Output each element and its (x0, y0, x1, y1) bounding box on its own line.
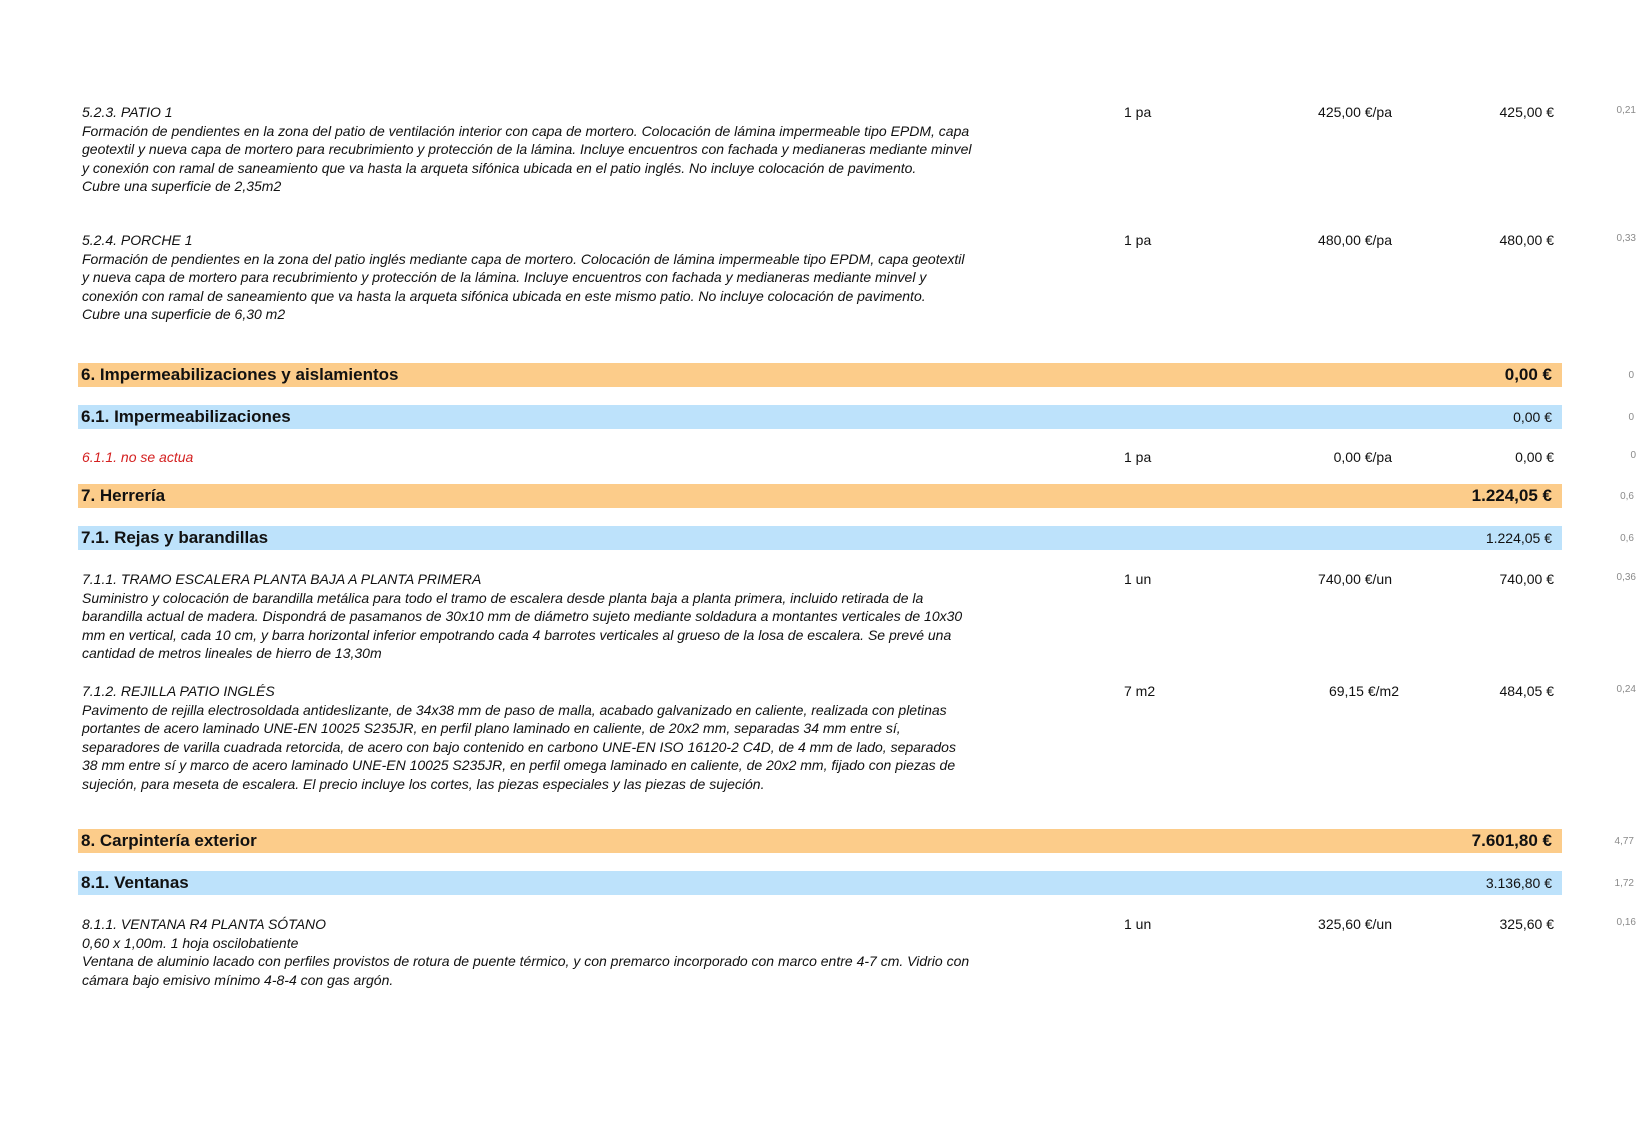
item-quantity: 7 m2 (1124, 683, 1156, 699)
description-line: cantidad de metros lineales de hierro de 13,30m (82, 645, 382, 661)
subchapter-percentage: 0 (1628, 412, 1634, 423)
description-line: portantes de acero laminado UNE-EN 10025 S235JR, en perfil plano laminado en caliente, de 20x2 mm, separadas 34 mm entre sí, (82, 720, 901, 736)
item-description (82, 682, 1032, 793)
item-code: 5.2.3. PATIO 1 (82, 104, 173, 120)
subchapter-bar-ventanas (78, 871, 1634, 895)
description-line: barandilla actual de madera. Dispondrá de pasamanos de 30x10 mm de diámetro sujeto mediante soldadura a montantes verticales de 10x30 (82, 608, 963, 624)
item-quantity: 1 un (1124, 916, 1152, 932)
item-percentage: 0,16 (1616, 917, 1636, 928)
item-unit-price: 740,00 €/un (1318, 571, 1392, 587)
description-line: Formación de pendientes en la zona del patio de ventilación interior con capa de mortero. Colocación de lámina impermeable tipo EPDM, capa (82, 122, 970, 139)
description-line: y conexión con ramal de saneamiento que va hasta la arqueta sifónica ubicada en el patio inglés. No incluye colocación de pavimento. (82, 159, 917, 176)
item-code: 5.2.4. PORCHE 1 (82, 232, 193, 248)
item-total: 484,05 € (1499, 683, 1554, 699)
item-code: 7.1.2. REJILLA PATIO INGLÉS (82, 683, 275, 699)
item-description (82, 570, 1032, 663)
item-description (82, 915, 1032, 989)
item-quantity: 1 pa (1124, 232, 1152, 248)
budget-item-no-se-actua (82, 448, 1636, 467)
subchapter-amount: 1.224,05 € (1485, 530, 1552, 546)
item-quantity: 1 pa (1124, 104, 1152, 120)
description-line: separadores de varilla cuadrada retorcida, de acero con bajo contenido en carbono UNE-EN ISO 16120-2 C4D, de 4 mm de lado, separados (82, 738, 956, 755)
item-quantity: 1 un (1124, 571, 1152, 587)
item-code: 6.1.1. no se actua (82, 449, 194, 465)
subchapter-bar-rejas-barandillas (78, 526, 1634, 550)
chapter-amount: 1.224,05 € (1471, 486, 1552, 505)
budget-item-rejilla-patio-ingles (82, 682, 1636, 793)
subchapter-bar-impermeabilizaciones (78, 405, 1634, 429)
description-line: Formación de pendientes en la zona del patio inglés mediante capa de mortero. Colocación de lámina impermeable tipo EPDM, capa geotextil (82, 250, 965, 267)
description-line: mm en vertical, cada 10 cm, y barra horizontal inferior empotrando cada 4 barrotes verticales al grueso de la losa de escalera. Se prevé una (82, 626, 952, 643)
item-percentage: 0 (1630, 450, 1636, 461)
chapter-amount: 7.601,80 € (1471, 831, 1552, 850)
item-percentage: 0,33 (1616, 233, 1636, 244)
item-code: 8.1.1. VENTANA R4 PLANTA SÓTANO (82, 916, 327, 932)
description-line: geotextil y nueva capa de mortero para recubrimiento y protección de la lámina. Incluye encuentros con fachada y medianeras mediante minvel (82, 141, 972, 157)
chapter-amount: 0,00 € (1504, 365, 1552, 384)
item-total: 425,00 € (1499, 104, 1554, 120)
chapter-bar-impermeabilizaciones-aislamientos (78, 363, 1634, 387)
description-line: y nueva capa de mortero para recubrimiento y protección de la lámina. Incluye encuentros con fachada y medianeras mediante minvel y (82, 269, 927, 285)
chapter-title: 7. Herrería (81, 486, 166, 505)
subchapter-title: 6.1. Impermeabilizaciones (81, 407, 291, 426)
chapter-percentage: 0,6 (1620, 491, 1634, 502)
description-line: Cubre una superficie de 2,35m2 (82, 178, 282, 194)
description-line: cámara bajo emisivo mínimo 4-8-4 con gas argón. (82, 971, 394, 988)
item-percentage: 0,24 (1616, 684, 1636, 695)
budget-item-porche-1 (82, 231, 1636, 324)
item-total: 740,00 € (1499, 571, 1554, 587)
description-line: sujeción, para meseta de escalera. El precio incluye los cortes, las piezas especiales y las piezas de sujeción. (82, 775, 765, 792)
description-line: conexión con ramal de saneamiento que va hasta la arqueta sifónica ubicada en este mismo patio. No incluye colocación de pavimento. (82, 287, 926, 304)
item-unit-price: 0,00 €/pa (1333, 449, 1392, 465)
chapter-bar-herreria (78, 484, 1634, 508)
chapter-percentage: 0 (1628, 370, 1634, 381)
item-percentage: 0,36 (1616, 572, 1636, 583)
item-percentage: 0,21 (1616, 105, 1636, 116)
subchapter-title: 7.1. Rejas y barandillas (81, 528, 269, 547)
subchapter-title: 8.1. Ventanas (81, 873, 189, 892)
item-total: 0,00 € (1515, 449, 1554, 465)
budget-item-ventana-r4 (82, 915, 1636, 989)
subchapter-percentage: 0,6 (1620, 533, 1634, 544)
item-unit-price: 425,00 €/pa (1318, 104, 1392, 120)
budget-item-patio-1 (82, 103, 1636, 196)
description-line: 38 mm entre sí y marco de acero laminado UNE-EN 10025 S235JR, en perfil omega laminado en caliente, de 20x2 mm, fijado con piezas de (82, 757, 956, 773)
chapter-bar-carpinteria-exterior (78, 829, 1634, 853)
subchapter-percentage: 1,72 (1614, 878, 1634, 889)
budget-item-tramo-escalera (82, 570, 1636, 663)
description-line: Ventana de aluminio lacado con perfiles provistos de rotura de puente térmico, y con premarco incorporado con marco entre 4-7 cm. Vidrio con (82, 953, 970, 969)
chapter-title: 8. Carpintería exterior (81, 831, 257, 850)
chapter-title: 6. Impermeabilizaciones y aislamientos (81, 365, 399, 384)
description-line: Pavimento de rejilla electrosoldada antideslizante, de 34x38 mm de paso de malla, acabado galvanizado en caliente, realizada con pletinas (82, 701, 947, 718)
item-unit-price: 69,15 €/m2 (1328, 683, 1399, 699)
subchapter-amount: 3.136,80 € (1485, 875, 1552, 891)
item-total: 480,00 € (1499, 232, 1554, 248)
item-description (82, 231, 1032, 324)
item-unit-price: 480,00 €/pa (1318, 232, 1392, 248)
item-quantity: 1 pa (1124, 449, 1152, 465)
description-line: Suministro y colocación de barandilla metálica para todo el tramo de escalera desde planta baja a planta primera, incluido retirada de la (82, 589, 924, 606)
item-unit-price: 325,60 €/un (1318, 916, 1392, 932)
subchapter-amount: 0,00 € (1513, 409, 1552, 425)
item-total: 325,60 € (1499, 916, 1554, 932)
description-line: Cubre una superficie de 6,30 m2 (82, 306, 286, 322)
chapter-percentage: 4,77 (1614, 836, 1634, 847)
item-description (82, 448, 1032, 467)
item-code: 7.1.1. TRAMO ESCALERA PLANTA BAJA A PLANTA PRIMERA (82, 571, 482, 587)
description-line: 0,60 x 1,00m. 1 hoja oscilobatiente (82, 934, 299, 951)
item-description (82, 103, 1032, 196)
